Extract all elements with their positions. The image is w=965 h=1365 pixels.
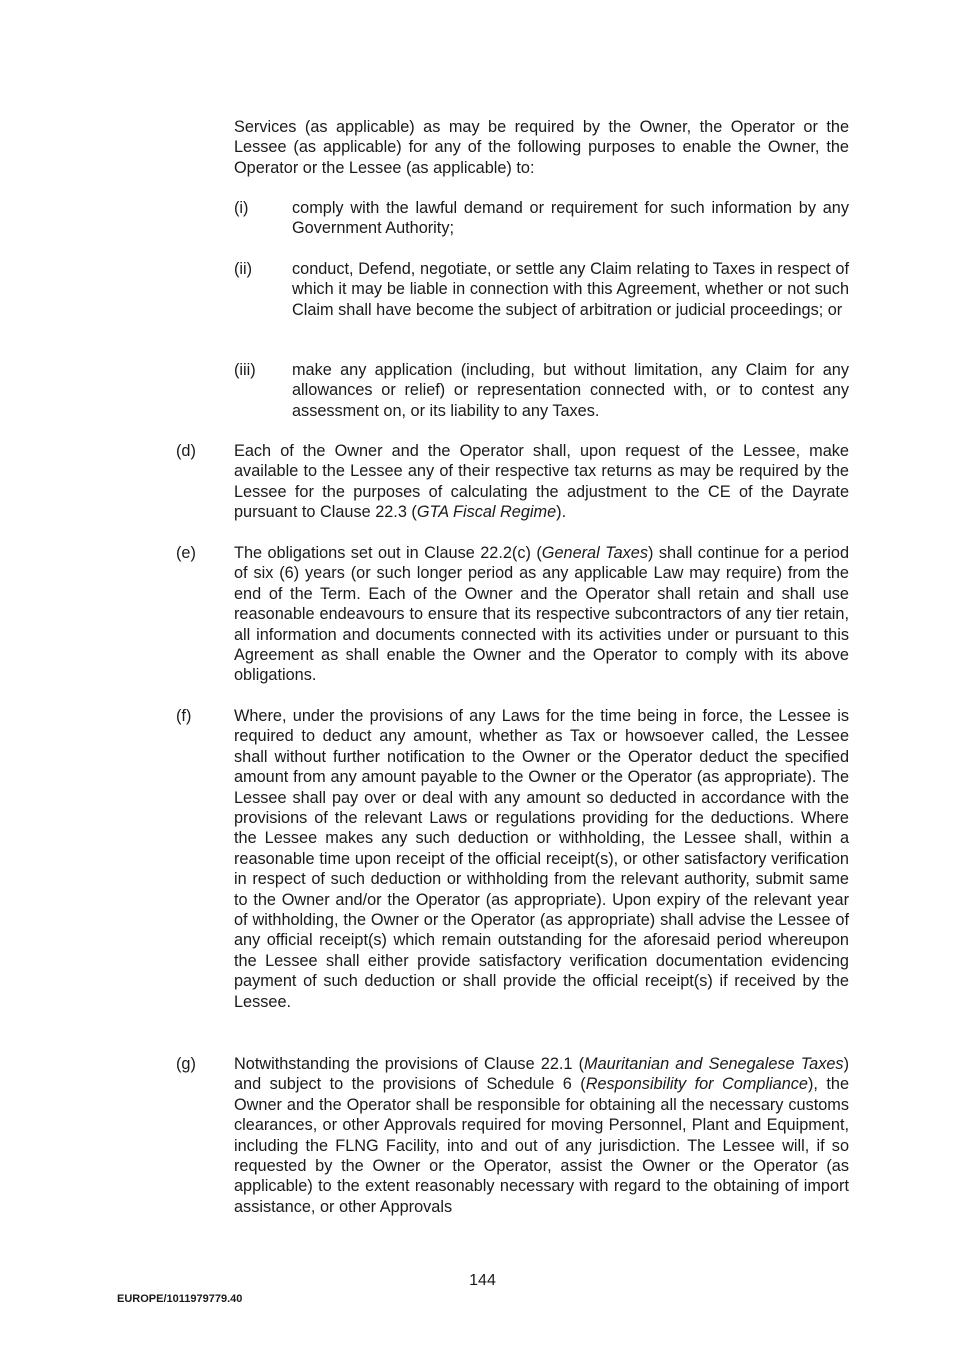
clause-text-part: Notwithstanding the provisions of Clause 22.1 ( bbox=[234, 1055, 585, 1073]
clause-reference: GTA Fiscal Regime bbox=[416, 503, 557, 522]
clause-text bbox=[234, 441, 849, 523]
page-number: 144 bbox=[469, 1272, 496, 1289]
clause-label: (f) bbox=[176, 707, 192, 725]
clause-label: (e) bbox=[176, 544, 196, 562]
sub-item-label: (iii) bbox=[234, 361, 256, 379]
clause-text: Where, under the provisions of any Laws for the time being in force, the Lessee is required to deduct any amount, whether as Tax or howsoever called, the Lessee shall without further notification to the Owner or the Operator deduct the specified amount from any amount payable to the Owner or the Operator (as appropriate). The Lessee shall pay over or deal with any amount so deducted in accordance with the provisions of the relevant Laws or regulations providing for the deductions. Where the Lessee makes any such deduction or withholding, the Lessee shall, within a reasonable time upon receipt of the official receipt(s), or other satisfactory verification in respect of such deduction or withholding from the relevant authority, submit same to the Owner and/or the Operator (as appropriate). Upon expiry of the relevant year of withholding, the Owner or the Operator (as appropriate) shall advise the Lessee of any official receipt(s) which remain outstanding for the aforesaid period whereupon the Lessee shall either provide satisfactory verification documentation evidencing payment of such deduction or shall provide the official receipt(s) if received by the Lessee. bbox=[234, 707, 849, 1011]
clause-text bbox=[234, 543, 849, 686]
clause-text-part: ). bbox=[556, 503, 567, 522]
clause-label: (g) bbox=[176, 1055, 196, 1073]
sub-item-text: make any application (including, but without limitation, any Claim for any allowances or relief) or representation connected with, or to contest any assessment on, or its liability to any Taxes. bbox=[292, 361, 849, 420]
document-reference: EUROPE/1011979779.40 bbox=[117, 1293, 243, 1305]
clause-label: (d) bbox=[176, 442, 196, 460]
intro-paragraph: Services (as applicable) as may be required by the Owner, the Operator or the Lessee (as applicable) for any of the following purposes to enable the Owner, the Operator or the Lessee (as applicable) to: bbox=[234, 118, 849, 177]
clause-text-part: ), the Owner and the Operator shall be responsible for obtaining all the necessary customs clearances, or other Approvals required for moving Personnel, Plant and Equipment, including the FLNG Facility, into and out of any jurisdiction. The Lessee will, if so requested by the Owner or the Operator, assist the Owner or the Operator (as applicable) to the extent reasonably necessary with regard to the obtaining of import assistance, or other Approvals bbox=[234, 1075, 849, 1216]
clause-text-part: ) shall continue for a period of six (6) years (or such longer period as any applicable Law may require) from the end of the Term. Each of the Owner and the Operator shall retain and shall use reasonable endeavours to ensure that its respective subcontractors of any tier retain, all information and documents connected with its activities under or pursuant to this Agreement as shall enable the Owner and the Operator to comply with its above obligations. bbox=[234, 544, 849, 685]
sub-item-text: comply with the lawful demand or requirement for such information by any Government Authority; bbox=[292, 199, 849, 238]
clause-text-part: ) and subject to the provisions of Schedule 6 ( bbox=[234, 1055, 849, 1094]
clause-text-part: The obligations set out in Clause 22.2(c) ( bbox=[234, 544, 542, 562]
clause-reference: Responsibility for Compliance bbox=[585, 1075, 808, 1094]
sub-item-label: (ii) bbox=[234, 260, 253, 278]
clause-reference: General Taxes bbox=[541, 544, 649, 562]
clause-reference: Mauritanian and Senegalese Taxes bbox=[584, 1055, 844, 1073]
sub-item-text: conduct, Defend, negotiate, or settle any Claim relating to Taxes in respect of which it may be liable in connection with this Agreement, whether or not such Claim shall have become the subject of arbitration or judicial proceedings; or bbox=[292, 260, 849, 319]
clause-text bbox=[234, 1054, 849, 1217]
clause-text-part: Each of the Owner and the Operator shall, upon request of the Lessee, make available to the Lessee any of their respective tax returns as may be required by the Lessee for the purposes of calculating the adjustment to the CE of the Dayrate pursuant to Clause 22.3 ( bbox=[234, 442, 849, 522]
sub-item-label: (i) bbox=[234, 199, 249, 217]
